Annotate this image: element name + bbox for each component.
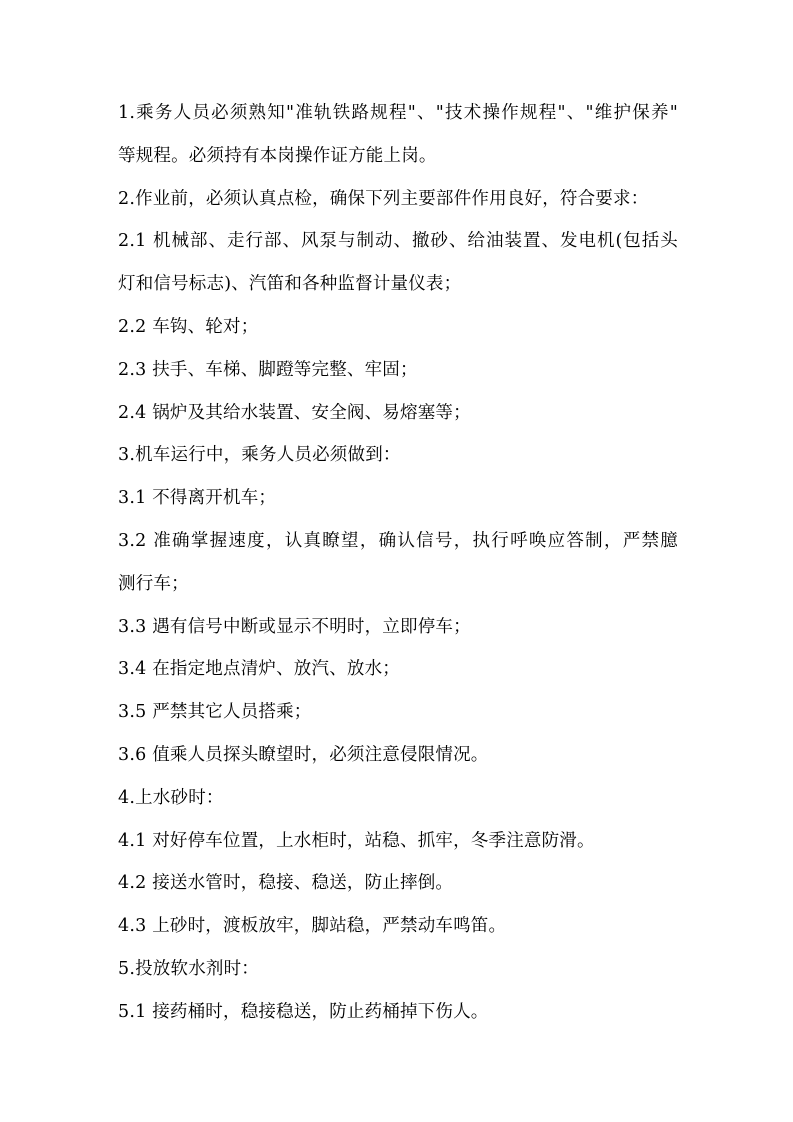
text-line: 4.上水砂时：	[118, 787, 224, 808]
text-line: 灯和信号标志)、汽笛和各种监督计量仪表；	[118, 274, 462, 295]
text-line: 3.4 在指定地点清炉、放汽、放水；	[118, 659, 400, 680]
text-line: 3.1 不得离开机车；	[118, 488, 277, 509]
text-line: 1.乘务人员必须熟知"准轨铁路规程"、"技术操作规程"、"维护保养"	[118, 103, 678, 123]
text-line: 4.3 上砂时，渡板放牢，脚站稳，严禁动车鸣笛。	[118, 916, 507, 937]
text-line: 3.6 值乘人员探头瞭望时，必须注意侵限情况。	[118, 744, 489, 765]
text-line: 测行车；	[118, 573, 189, 594]
text-line: 2.3 扶手、车梯、脚蹬等完整、牢固；	[118, 359, 418, 380]
text-line: 4.1 对好停车位置，上水柜时，站稳、抓牢，冬季注意防滑。	[118, 830, 595, 851]
text-line: 2.作业前，必须认真点检，确保下列主要部件作用良好，符合要求：	[118, 188, 649, 209]
text-line: 3.机车运行中，乘务人员必须做到：	[118, 445, 401, 466]
text-line: 2.1 机械部、走行部、风泵与制动、撤砂、给油装置、发电机(包括头	[118, 231, 678, 252]
text-line: 4.2 接送水管时，稳接、稳送，防止摔倒。	[118, 873, 454, 894]
text-line: 5.1 接药桶时，稳接稳送，防止药桶掉下伤人。	[118, 1001, 489, 1022]
text-line: 5.投放软水剂时：	[118, 958, 259, 979]
text-line: 2.2 车钩、轮对；	[118, 316, 259, 337]
text-line: 3.3 遇有信号中断或显示不明时，立即停车；	[118, 616, 471, 637]
text-line: 3.5 严禁其它人员搭乘；	[118, 702, 312, 723]
text-line: 3.2 准确掌握速度，认真瞭望，确认信号，执行呼唤应答制，严禁臆	[118, 530, 678, 551]
document-body	[118, 102, 678, 1044]
text-line: 等规程。必须持有本岗操作证方能上岗。	[118, 145, 437, 166]
text-line: 2.4 锅炉及其给水装置、安全阀、易熔塞等；	[118, 402, 471, 423]
